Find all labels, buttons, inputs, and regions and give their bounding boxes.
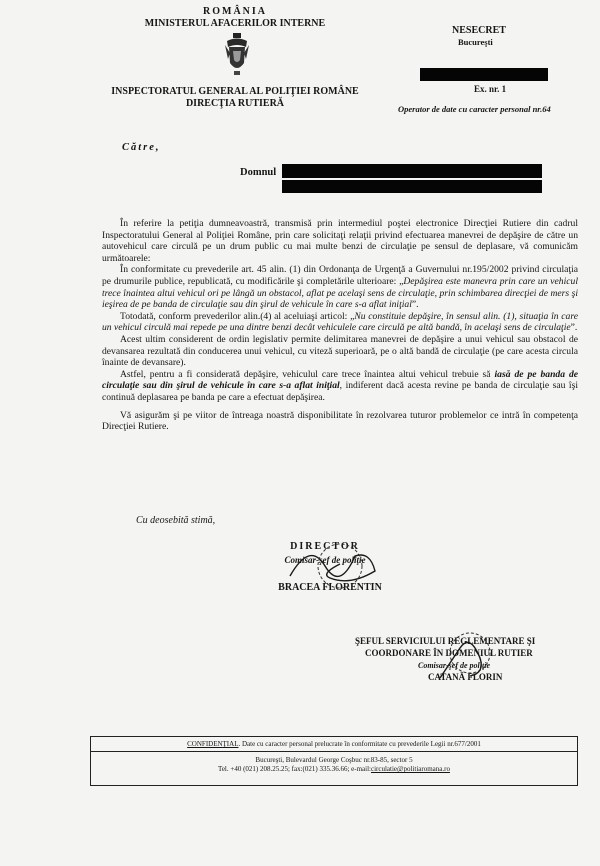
service-head-signature-icon — [400, 628, 510, 688]
country-name: ROMÂNIA — [203, 6, 267, 17]
ministry-name: MINISTERUL AFACERILOR INTERNE — [144, 18, 326, 29]
to-label: Către, — [122, 142, 161, 153]
footer-box — [90, 736, 578, 786]
paragraph-5: Astfel, pentru a fi considerată depăşire, vehiculul care trece înaintea altui vehicul trebuie să iasă de pe banda de circulaţie sau din şirul de vehicule în care s-a aflat iniţial, indiferent dacă acesta revine pe banda de circulaţie sau îşi continuă deplasarea pe banda pe care a efectuat depăşirea. — [102, 368, 579, 403]
service-head-name: CATANĂ FLORIN — [428, 672, 503, 682]
service-head-title-1: ŞEFUL SERVICIULUI REGLEMENTARE ŞI — [355, 636, 536, 646]
classification-label: NESECRET — [452, 25, 506, 36]
confidential-notice: CONFIDENŢIAL. Date cu caracter personal prelucrate în conformitate cu prevederile Legii nr.677/2001 — [187, 740, 481, 748]
email-link[interactable]: circulatie@politiaromana.ro — [371, 765, 450, 773]
service-head-title-2: COORDONARE ÎN DOMENIUL RUTIER — [365, 648, 533, 658]
letter-body — [102, 218, 578, 435]
paragraph-3: Totodată, conform prevederilor alin.(4) al aceluiaşi articol: „Nu constituie depăşire, în sensul alin. (1), situaţia în care un vehicul circulă mai repede pe una dintre benzi decât vehiculele care circulă pe altă bandă, în acelaşi sens de circulaţie”. — [102, 310, 578, 334]
operator-note: Operator de date cu caracter personal nr.64 — [398, 104, 551, 114]
paragraph-6: Vă asigurăm şi pe viitor de întreaga noastră disponibilitate în rezolvarea tuturor problemelor ce intră în competenţa Direcţiei Rutiere. — [102, 409, 578, 433]
paragraph-4: Acest ultim considerent de ordin legislativ permite delimitarea manevrei de depăşire a unui vehicul sau obstacol de devansarea rezultată din conducerea unui vehicul, cu viteză superioară, pe o altă bandă de circulaţie (pe care acesta circula înainte de devansare). — [102, 333, 578, 369]
paragraph-2: În conformitate cu prevederile art. 45 alin. (1) din Ordonanţa de Urgenţă a Guvernului nr.195/2002 privind circulaţia pe drumurile publice, republicată, cu modificările şi completările ulterioare: „Depăşirea este manevra prin care un vehicul trece înaintea altui vehicul ori pe lângă un obstacol, aflat pe acelaşi sens de circulaţie, prin schimbarea direcţiei de mers şi ieşirea de pe banda de circulaţie sau din şirul de vehicule în care s-a aflat iniţial”. — [102, 264, 578, 311]
director-rank: Comisar-şef de poliţie — [284, 555, 366, 565]
closing-formula: Cu deosebită stimă, — [136, 515, 216, 526]
coat-of-arms-icon — [224, 33, 250, 77]
city-label: Bucureşti — [458, 37, 493, 47]
paragraph-1: În referire la petiţia dumneavoastră, transmisă prin intermediul poştei electronice Direcţiei Rutiere din cadrul Inspectoratului General al Poliţiei Române, prin care solicitaţi relaţii privind efectuarea manevrei de depăşire de către un autovehicul care circulă pe un drum public cu mai multe benzi de circulaţie pe sensul de deplasare, vă comunicăm următoarele: — [102, 218, 578, 264]
footer-address: Bucureşti, Bulevardul George Coşbuc nr.83-85, sector 5 — [255, 756, 413, 764]
service-head-rank: Comisar-şef de poliţie — [418, 661, 490, 670]
addressee-salutation: Domnul — [240, 167, 277, 178]
director-signature-icon — [280, 536, 400, 596]
redacted-registration-number — [420, 68, 548, 81]
redacted-addressee-name — [282, 164, 542, 178]
director-name: BRACEA FLORENTIN — [278, 582, 382, 593]
redacted-addressee-address — [282, 180, 542, 193]
directorate-name: DIRECŢIA RUTIERĂ — [185, 98, 285, 109]
director-title: DIRECTOR — [290, 541, 360, 552]
inspectorate-name: INSPECTORATUL GENERAL AL POLIŢIEI ROMÂNE — [111, 86, 359, 97]
footer-contact: Tel. +40 (021) 208.25.25; fax:(021) 335.36.66; e-mail:circulatie@politiaromana.ro — [218, 765, 450, 773]
copy-number: Ex. nr. 1 — [474, 84, 507, 94]
